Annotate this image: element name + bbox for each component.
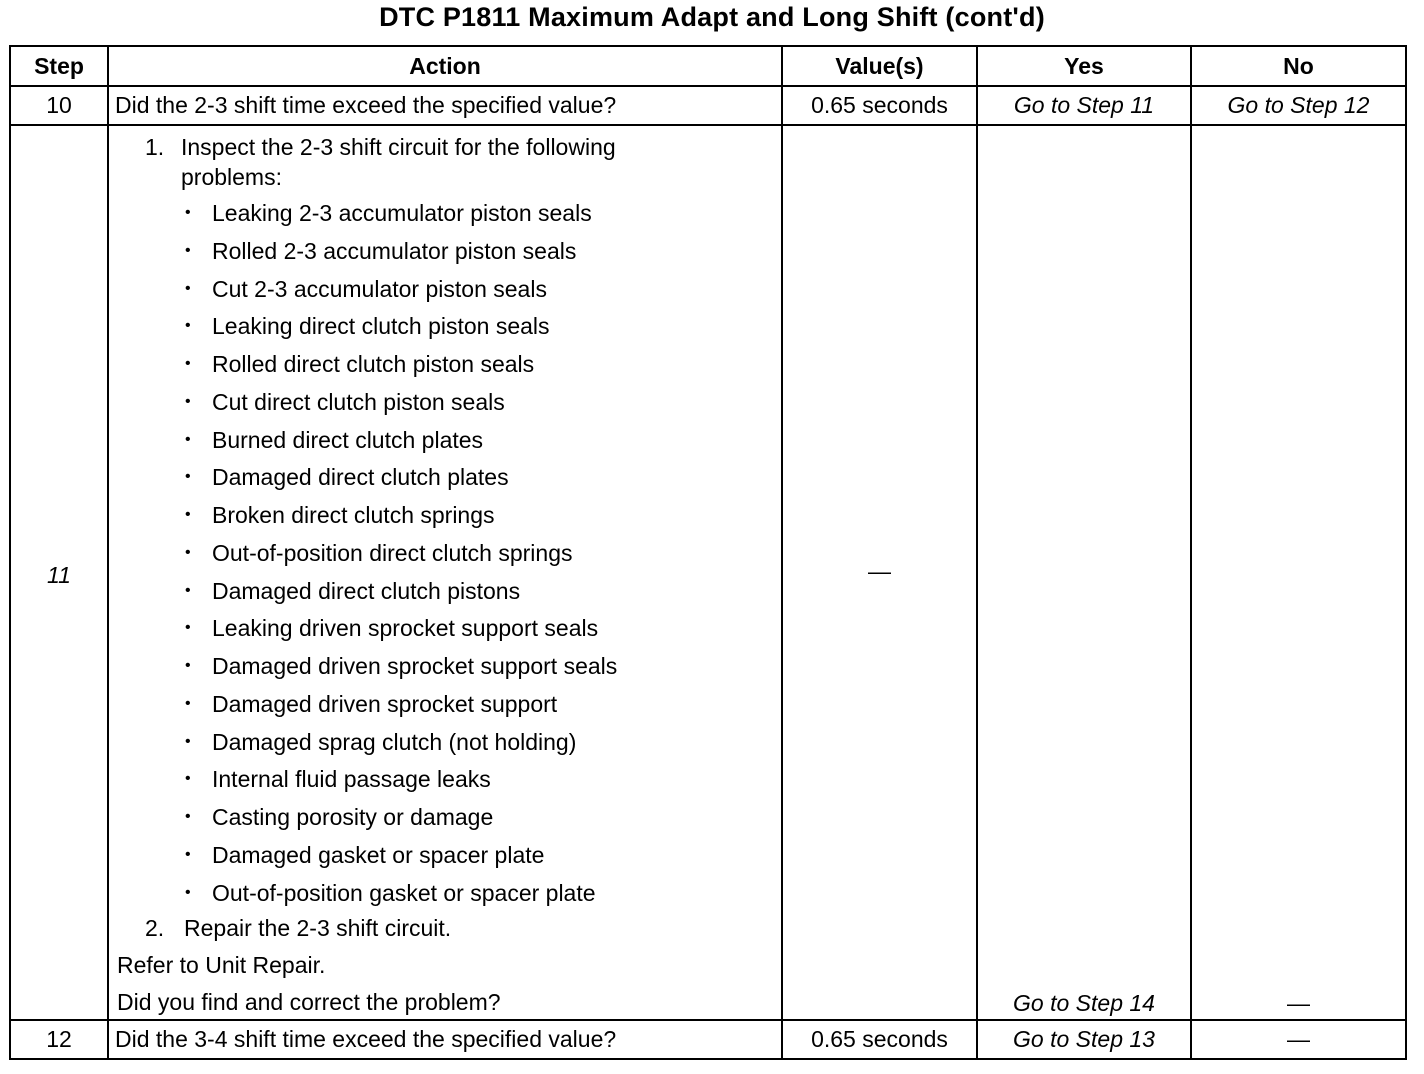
bullet-icon: • xyxy=(185,543,191,561)
bullet-icon: • xyxy=(185,581,191,599)
yes-link: Go to Step 11 xyxy=(977,86,1191,125)
bullet-icon: • xyxy=(185,355,191,372)
list-item: • Out-of-position gasket or spacer plate xyxy=(185,879,596,906)
list-item: • Damaged driven sprocket support xyxy=(185,690,558,717)
list-item: • Casting porosity or damage xyxy=(185,804,494,830)
action-cell xyxy=(108,125,782,1020)
yes-cell xyxy=(977,125,1191,1020)
list-item: • Cut direct clutch piston seals xyxy=(185,388,505,415)
list-item: • Damaged driven sprocket support seals xyxy=(185,653,618,679)
action-text: Did the 3-4 shift time exceed the specified value? xyxy=(108,1020,782,1059)
no-link: Go to Step 12 xyxy=(1191,86,1406,125)
bullet-icon: • xyxy=(185,657,191,674)
action-item-number: 1. xyxy=(145,134,165,160)
bullet-icon: • xyxy=(185,883,191,901)
list-item: • Rolled 2-3 accumulator piston seals xyxy=(185,237,577,264)
bullet-icon: • xyxy=(185,241,191,259)
list-item: • Damaged sprag clutch (not holding) xyxy=(185,728,577,755)
table-row-step-12 xyxy=(10,1020,1406,1059)
action-text: Did the 2-3 shift time exceed the specified value? xyxy=(108,86,782,125)
yes-link: Go to Step 13 xyxy=(977,1020,1191,1059)
bullet-icon: • xyxy=(185,770,191,788)
action-item-2 xyxy=(115,913,777,950)
no-text: — xyxy=(1287,990,1310,1016)
value-cell xyxy=(782,125,977,1020)
list-item: • Out-of-position direct clutch springs xyxy=(185,539,573,566)
bullet-icon: • xyxy=(185,506,191,523)
list-item: • Cut 2-3 accumulator piston seals xyxy=(185,275,547,302)
bullet-icon: • xyxy=(185,694,191,712)
action-item-text: Repair the 2-3 shift circuit. xyxy=(184,915,452,942)
bullet-icon: • xyxy=(185,468,191,486)
list-item: • Leaking direct clutch piston seals xyxy=(185,313,550,340)
page-title: DTC P1811 Maximum Adapt and Long Shift (cont'd) xyxy=(379,2,1045,32)
list-item: • Broken direct clutch springs xyxy=(185,502,495,528)
step-number: 12 xyxy=(10,1020,108,1059)
value-text: — xyxy=(868,558,891,584)
list-item: • Damaged direct clutch plates xyxy=(185,464,509,491)
refer-text: Refer to Unit Repair. xyxy=(117,952,326,979)
step-number-cell xyxy=(10,125,108,1020)
list-item: • Leaking 2-3 accumulator piston seals xyxy=(185,200,592,226)
list-item: • Damaged gasket or spacer plate xyxy=(185,841,545,868)
step-number: 10 xyxy=(10,86,108,125)
bullet-icon: • xyxy=(185,619,191,637)
header-no: No xyxy=(1191,46,1406,86)
list-item: • Burned direct clutch plates xyxy=(185,426,484,453)
table-row-step-10 xyxy=(10,86,1406,125)
bullet-icon: • xyxy=(185,430,191,448)
header-step: Step xyxy=(10,46,108,86)
action-item-1 xyxy=(115,132,777,192)
value-text: 0.65 seconds xyxy=(782,86,977,125)
action-item-text: Inspect the 2-3 shift circuit for the following problems: xyxy=(181,134,616,190)
step-number: 11 xyxy=(47,562,71,588)
bullet-icon: • xyxy=(185,808,191,825)
bullet-icon: • xyxy=(185,392,191,410)
header-yes: Yes xyxy=(977,46,1191,86)
list-item: • Rolled direct clutch piston seals xyxy=(185,351,535,377)
diagnostic-table xyxy=(9,45,1407,1060)
problem-list xyxy=(115,198,777,915)
list-item: • Damaged direct clutch pistons xyxy=(185,577,521,604)
header-values: Value(s) xyxy=(782,46,977,86)
no-cell xyxy=(1191,125,1406,1020)
no-text: — xyxy=(1191,1020,1406,1059)
table-row-step-11 xyxy=(10,125,1406,1020)
bullet-icon: • xyxy=(185,204,191,221)
bullet-icon: • xyxy=(185,317,191,335)
list-item: • Internal fluid passage leaks xyxy=(185,766,491,793)
yes-link: Go to Step 14 xyxy=(1013,990,1155,1016)
header-row xyxy=(10,46,1406,86)
bullet-icon: • xyxy=(185,732,191,750)
action-item-number: 2. xyxy=(145,915,165,942)
value-text: 0.65 seconds xyxy=(782,1020,977,1059)
list-item: • Leaking driven sprocket support seals xyxy=(185,615,599,642)
header-action: Action xyxy=(108,46,782,86)
bullet-icon: • xyxy=(185,845,191,863)
question-text: Did you find and correct the problem? xyxy=(117,989,501,1016)
bullet-icon: • xyxy=(185,279,191,297)
